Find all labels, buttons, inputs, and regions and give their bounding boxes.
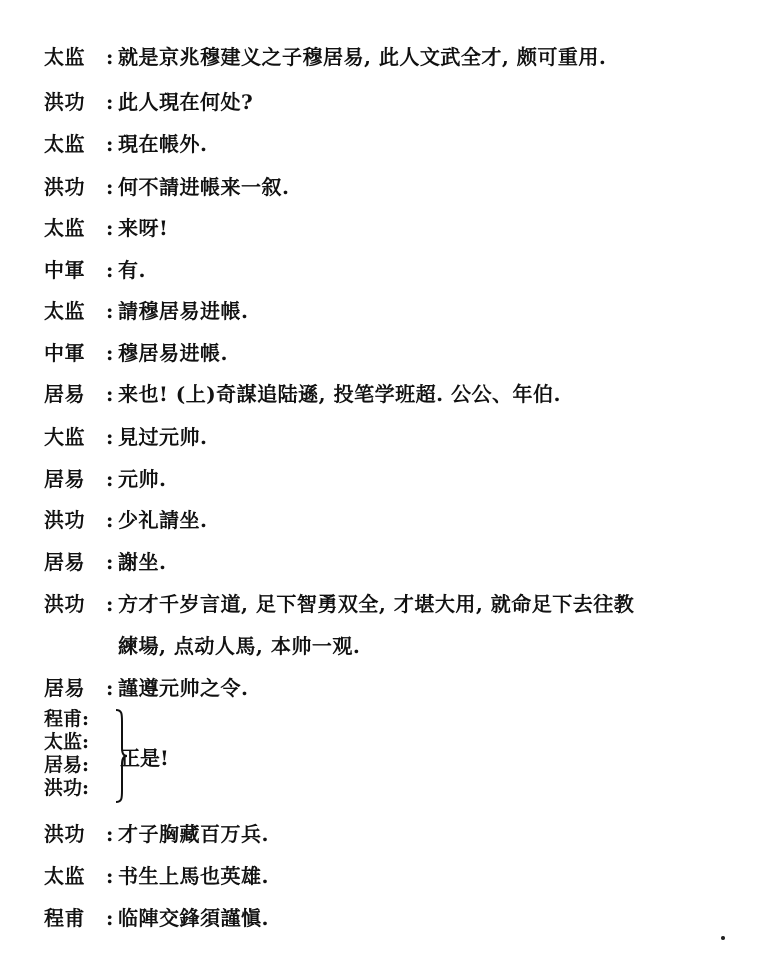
speaker-name: 大监 bbox=[44, 425, 85, 449]
dialogue-line bbox=[44, 43, 744, 71]
colon: : bbox=[106, 45, 114, 69]
speaker-name: 居易 bbox=[44, 467, 85, 491]
colon: : bbox=[106, 132, 114, 156]
dialogue-line bbox=[44, 423, 744, 451]
line-text: 見过元帅. bbox=[118, 425, 208, 449]
group-text: 正是! bbox=[120, 746, 169, 770]
speaker-name: 居易 bbox=[44, 754, 83, 776]
colon: : bbox=[106, 216, 114, 240]
speaker-name: 太监 bbox=[44, 864, 85, 888]
speaker-name: 居易 bbox=[44, 550, 85, 574]
line-text: 方才千岁言道, 足下智勇双全, 才堪大用, 就命足下去往教 bbox=[118, 592, 635, 616]
dialogue-line bbox=[44, 465, 744, 493]
colon: : bbox=[106, 90, 114, 114]
speaker-name: 洪功 bbox=[44, 777, 83, 799]
line-text: 請穆居易进帳. bbox=[118, 299, 249, 323]
speaker-name: 洪功 bbox=[44, 175, 85, 199]
dialogue-line bbox=[44, 820, 744, 848]
colon: : bbox=[106, 906, 114, 930]
colon: : bbox=[106, 822, 114, 846]
colon: : bbox=[106, 864, 114, 888]
colon: : bbox=[106, 341, 114, 365]
line-text: 謹遵元帅之令. bbox=[118, 676, 249, 700]
line-text: 穆居易进帳. bbox=[118, 341, 228, 365]
dialogue-line bbox=[44, 380, 744, 408]
speaker-name: 程甫 bbox=[44, 906, 85, 930]
colon: : bbox=[106, 550, 114, 574]
speaker-name: 太监 bbox=[44, 731, 83, 753]
colon: : bbox=[106, 676, 114, 700]
speaker-name: 中軍 bbox=[44, 258, 85, 282]
colon: : bbox=[82, 708, 90, 730]
dialogue-line bbox=[44, 297, 744, 325]
speaker-name: 程甫 bbox=[44, 708, 83, 730]
colon: : bbox=[106, 592, 114, 616]
dialogue-line bbox=[44, 339, 744, 367]
colon: : bbox=[106, 425, 114, 449]
speaker-name: 太监 bbox=[44, 45, 85, 69]
colon: : bbox=[106, 299, 114, 323]
dialogue-line bbox=[44, 862, 744, 890]
colon: : bbox=[106, 175, 114, 199]
colon: : bbox=[106, 258, 114, 282]
line-continuation: 練場, 点动人馬, 本帅一观. bbox=[118, 634, 361, 658]
line-text: 謝坐. bbox=[118, 550, 167, 574]
speaker-name: 洪功 bbox=[44, 592, 85, 616]
ink-speck bbox=[721, 936, 725, 940]
colon: : bbox=[82, 777, 90, 799]
group-speakers bbox=[44, 708, 89, 800]
colon: : bbox=[82, 731, 90, 753]
colon: : bbox=[82, 754, 90, 776]
speaker-name: 洪功 bbox=[44, 90, 85, 114]
line-text: 来也! (上)奇謀追陆遜, 投笔学班超. 公公、年伯. bbox=[118, 382, 561, 406]
speaker-name: 太监 bbox=[44, 132, 85, 156]
speaker-name: 居易 bbox=[44, 382, 85, 406]
line-text: 才子胸藏百万兵. bbox=[118, 822, 269, 846]
dialogue-line bbox=[44, 904, 744, 932]
line-text: 书生上馬也英雄. bbox=[118, 864, 269, 888]
line-text: 元帅. bbox=[118, 467, 167, 491]
line-text: 来呀! bbox=[118, 216, 169, 240]
speaker-name: 洪功 bbox=[44, 822, 85, 846]
speaker-name: 洪功 bbox=[44, 508, 85, 532]
colon: : bbox=[106, 508, 114, 532]
dialogue-line bbox=[44, 590, 744, 618]
speaker-name: 中軍 bbox=[44, 341, 85, 365]
colon: : bbox=[106, 382, 114, 406]
speaker-name: 太监 bbox=[44, 216, 85, 240]
line-text: 临陣交鋒須謹愼. bbox=[118, 906, 269, 930]
dialogue-line bbox=[44, 506, 744, 534]
dialogue-line bbox=[44, 256, 744, 284]
line-text: 就是京兆穆建义之子穆居易, 此人文武全才, 颇可重用. bbox=[118, 45, 607, 69]
dialogue-line bbox=[44, 130, 744, 158]
dialogue-line bbox=[44, 214, 744, 242]
colon: : bbox=[106, 467, 114, 491]
line-text: 此人現在何处? bbox=[118, 90, 254, 114]
speaker-name: 居易 bbox=[44, 676, 85, 700]
line-text: 少礼請坐. bbox=[118, 508, 208, 532]
line-text: 有. bbox=[118, 258, 146, 282]
dialogue-line bbox=[44, 548, 744, 576]
group-line bbox=[44, 708, 344, 808]
dialogue-line bbox=[44, 674, 744, 702]
speaker-name: 太监 bbox=[44, 299, 85, 323]
dialogue-line bbox=[44, 88, 744, 116]
line-text: 何不請进帳来一叙. bbox=[118, 175, 290, 199]
dialogue-line bbox=[44, 173, 744, 201]
line-text: 現在帳外. bbox=[118, 132, 208, 156]
